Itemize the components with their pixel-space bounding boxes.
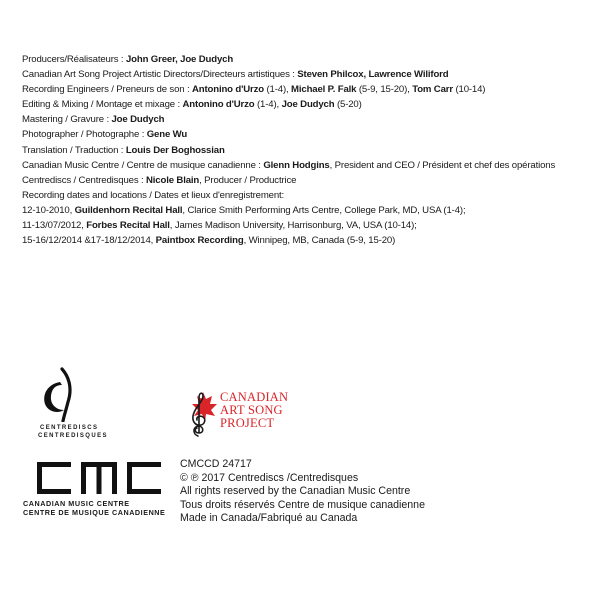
- credit-editing: Editing & Mixing / Montage et mixage : Antonino d'Urzo (1-4), Joe Dudych (5-20): [22, 99, 362, 111]
- credit-recording-engineers: Recording Engineers / Preneurs de son : Antonino d'Urzo (1-4), Michael P. Falk (5-9, 15-20), Tom Carr (10-14): [22, 84, 486, 96]
- copyright-line: © ℗ 2017 Centrediscs /Centredisques: [180, 471, 359, 484]
- cas-line-1: CANADIAN: [220, 390, 289, 404]
- canadian-art-song-logo: [186, 386, 326, 442]
- centrediscs-label: CENTREDISCS: [40, 425, 99, 431]
- cmc-wordmark-icon: [37, 462, 161, 494]
- cmc-name-fr: CENTRE DE MUSIQUE CANADIENNE: [23, 508, 166, 517]
- catalog-number: CMCCD 24717: [180, 458, 252, 470]
- cmc-logo: [23, 462, 173, 522]
- treble-clef-maple-leaf-icon: [186, 386, 222, 440]
- rights-fr: Tous droits réservés Centre de musique canadienne: [180, 498, 425, 511]
- credit-artistic-directors: Canadian Art Song Project Artistic Directors/Directeurs artistiques : Steven Philcox, Lawrence Wiliford: [22, 69, 449, 81]
- credit-photographer: Photographer / Photographe : Gene Wu: [22, 129, 188, 141]
- cas-line-2: ART SONG: [220, 403, 283, 417]
- credit-cmc: Canadian Music Centre / Centre de musique canadienne : Glenn Hodgins, President and CEO / Président et chef des opérations: [22, 159, 556, 171]
- credit-producers: Producers/Réalisateurs : John Greer, Joe Dudych: [22, 54, 234, 65]
- centredisques-label: CENTREDISQUES: [38, 433, 108, 439]
- recording-dates-label: Recording dates and locations / Dates et lieux d'enregistrement:: [22, 189, 285, 201]
- credit-translation: Translation / Traduction : Louis Der Boghossian: [22, 144, 225, 156]
- session-line: 11-13/07/2012, Forbes Recital Hall, James Madison University, Harrisonburg, VA, USA (10-14);: [22, 220, 417, 232]
- made-in-canada: Made in Canada/Fabriqué au Canada: [180, 512, 358, 525]
- credit-mastering: Mastering / Gravure : Joe Dudych: [22, 114, 165, 126]
- session-line: 12-10-2010, Guildenhorn Recital Hall, Clarice Smith Performing Arts Centre, College Park, MD, USA (1-4);: [22, 204, 466, 216]
- centrediscs-logo: [38, 366, 122, 446]
- catalog-info: [180, 458, 480, 526]
- centrediscs-mark-icon: [40, 366, 86, 422]
- credit-centrediscs: Centrediscs / Centredisques : Nicole Blain, Producer / Productrice: [22, 174, 297, 186]
- rights-en: All rights reserved by the Canadian Music Centre: [180, 485, 411, 498]
- cmc-name-en: CANADIAN MUSIC CENTRE: [23, 499, 130, 508]
- session-line: 15-16/12/2014 &17-18/12/2014, Paintbox Recording, Winnipeg, MB, Canada (5-9, 15-20): [22, 235, 396, 247]
- credits-block: [22, 52, 592, 248]
- cas-line-3: PROJECT: [220, 416, 275, 430]
